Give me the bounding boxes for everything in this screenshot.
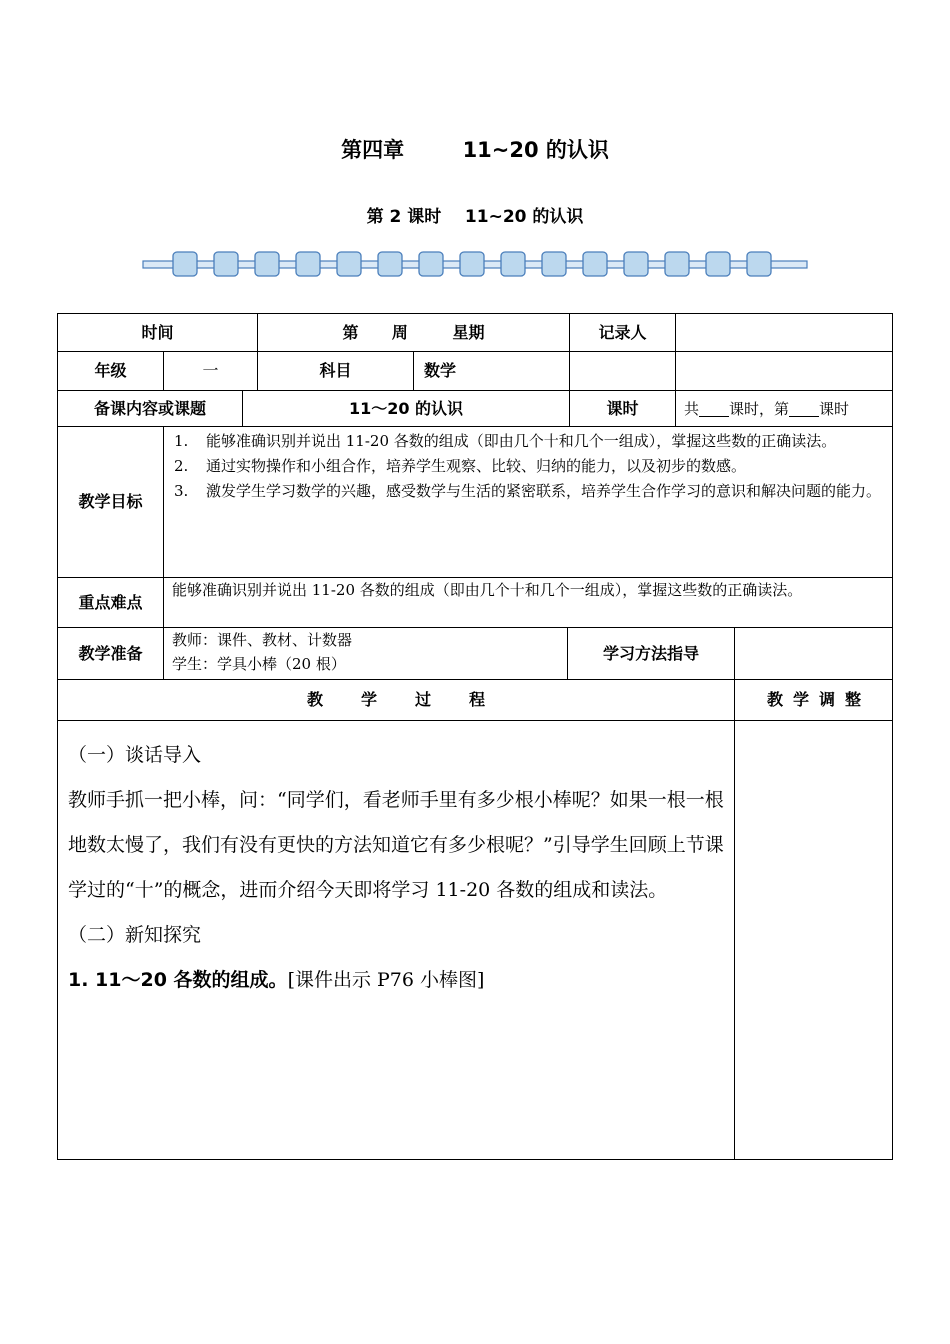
item-composition: 1. 11～20 各数的组成。[课件出示 P76 小棒图] — [68, 969, 485, 991]
adjust-header: 教学调整 — [734, 679, 893, 720]
bead — [255, 252, 279, 276]
bead — [624, 252, 648, 276]
prep-teacher: 教师：课件、教材、计数器 — [172, 631, 353, 649]
section-explore-title: （二）新知探究 — [68, 924, 202, 946]
hours-label: 课时 — [569, 390, 675, 426]
hours-value: 共 课时，第 课时 — [675, 390, 893, 426]
section-intro-title: （一）谈话导入 — [68, 744, 202, 766]
key-label: 重点难点 — [57, 577, 163, 627]
goal-item: 1. 能够准确识别并说出 11-20 各数的组成（即由几个十和几个一组成），掌握这些数的正确读法。 — [174, 432, 837, 450]
empty-cell — [569, 351, 675, 390]
grade-label: 年级 — [57, 351, 163, 390]
process-header: 教学过程 — [57, 679, 734, 720]
key-value: 能够准确识别并说出 11-20 各数的组成（即由几个十和几个一组成），掌握这些数的正确读法。 — [163, 577, 893, 627]
lesson-plan-table — [57, 313, 893, 1160]
goal-item: 3. 激发学生学习数学的兴趣，感受数学与生活的紧密联系，培养学生合作学习的意识和解决问题的能力。 — [174, 482, 882, 500]
bead — [501, 252, 525, 276]
bead — [173, 252, 197, 276]
bead — [460, 252, 484, 276]
bead — [419, 252, 443, 276]
blank-total[interactable] — [699, 400, 729, 417]
time-label: 时间 — [57, 313, 257, 351]
subject-label: 科目 — [257, 351, 413, 390]
prep-label: 教学准备 — [57, 627, 163, 679]
process-body — [57, 720, 734, 1160]
bead — [542, 252, 566, 276]
subject-value: 数学 — [413, 351, 569, 390]
bead — [337, 252, 361, 276]
bead — [706, 252, 730, 276]
goal-item: 2. 通过实物操作和小组合作，培养学生观察、比较、归纳的能力，以及初步的数感。 — [174, 457, 747, 475]
chapter-title: 第四章 11~20 的认识 — [341, 138, 609, 162]
goals-label: 教学目标 — [57, 426, 163, 577]
empty-cell — [675, 351, 893, 390]
recorder-value[interactable] — [675, 313, 893, 351]
method-label: 学习方法指导 — [567, 627, 734, 679]
bead-divider — [140, 248, 810, 282]
lesson-title: 第 2 课时 11~20 的认识 — [366, 207, 584, 227]
blank-current[interactable] — [789, 400, 819, 417]
week-field: 第 周 星期 — [257, 313, 569, 351]
prep-value — [163, 627, 567, 679]
section-intro-body: 教师手抓一把小棒，问：“同学们，看老师手里有多少根小棒呢？如果一根一根地数太慢了，我们有没有更快的方法知道它有多少根呢？”引导学生回顾上节课学过的“十”的概念，进而介绍今天即将学习 11-20 各数的组成和读法。 — [68, 789, 724, 901]
method-value[interactable] — [734, 627, 893, 679]
bead — [747, 252, 771, 276]
prep-student: 学生：学具小棒（20 根） — [172, 655, 346, 673]
bead — [583, 252, 607, 276]
topic-value: 11～20 的认识 — [242, 390, 569, 426]
recorder-label: 记录人 — [569, 313, 675, 351]
goals-list — [163, 426, 893, 577]
bead — [296, 252, 320, 276]
bead — [665, 252, 689, 276]
adjust-body[interactable] — [734, 720, 893, 1160]
topic-label: 备课内容或课题 — [57, 390, 242, 426]
grade-value: 一 — [163, 351, 257, 390]
bead — [214, 252, 238, 276]
bead — [378, 252, 402, 276]
